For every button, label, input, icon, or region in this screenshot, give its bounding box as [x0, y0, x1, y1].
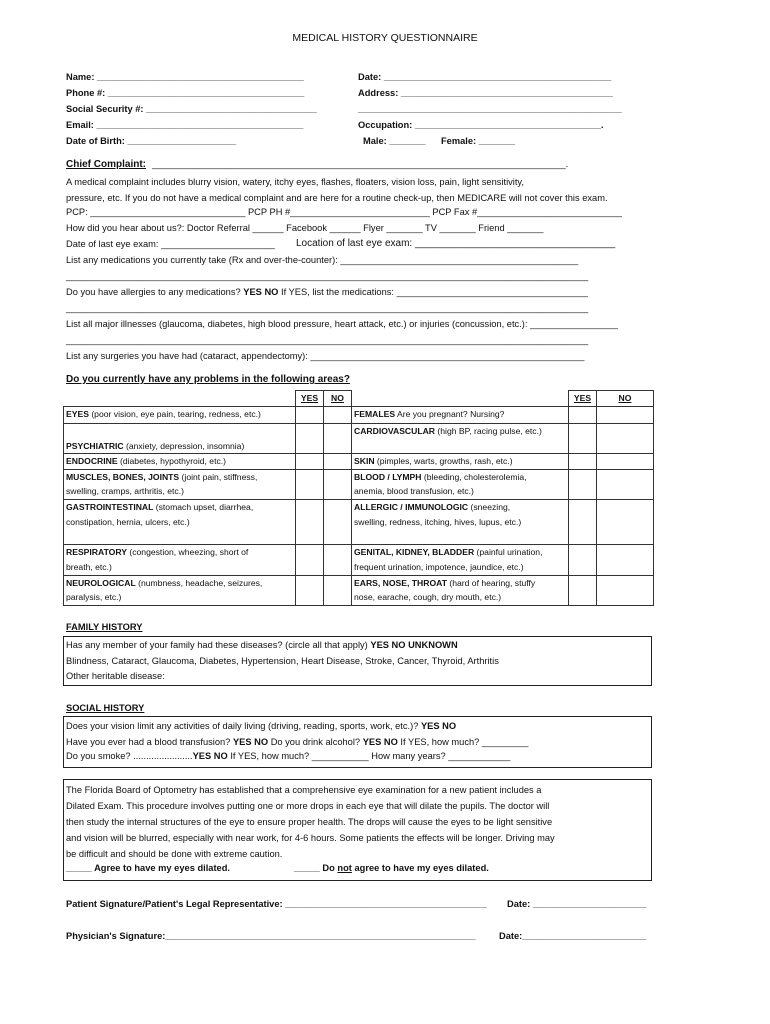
last-exam-location-field[interactable]: Location of last eye exam: ____________________________________: [296, 238, 616, 249]
allergic-yes-cell[interactable]: [569, 500, 597, 545]
females-yes-cell[interactable]: [569, 406, 597, 423]
blood-no-cell[interactable]: [597, 469, 654, 499]
problem-row-allergic: ALLERGIC / IMMUNOLOGIC (sneezing, swelling, redness, itching, hives, lupus, etc.): [352, 500, 569, 545]
eyes-no-cell[interactable]: [324, 406, 352, 423]
ent-no-cell[interactable]: [597, 575, 654, 605]
respiratory-no-cell[interactable]: [324, 545, 352, 575]
social-history-heading: SOCIAL HISTORY: [66, 703, 145, 713]
transfusion-yes-no[interactable]: YES NO: [232, 737, 269, 747]
neurological-no-cell[interactable]: [324, 575, 352, 605]
skin-no-cell[interactable]: [597, 454, 654, 470]
ent-yes-cell[interactable]: [569, 575, 597, 605]
medications-field[interactable]: List any medications you currently take (Rx and over-the-counter): ______________________________________________: [66, 255, 579, 265]
vision-limit-question[interactable]: [66, 721, 456, 731]
blood-yes-cell[interactable]: [569, 469, 597, 499]
not-emphasis: not: [337, 863, 352, 873]
address-line-2-field[interactable]: ___________________________________________________: [358, 104, 622, 114]
psychiatric-no-cell[interactable]: [324, 423, 352, 453]
cardiovascular-yes-cell[interactable]: [569, 423, 597, 453]
family-question-label: Has any member of your family had these diseases? (circle all that apply): [66, 640, 368, 650]
dilation-text-1: The Florida Board of Optometry has established that a comprehensive eye examination for a new patient includes a: [66, 785, 542, 795]
male-field[interactable]: Male: _______: [363, 136, 426, 146]
illnesses-field[interactable]: List all major illnesses (glaucoma, diabetes, high blood pressure, heart attack, etc.) or injuries (concussion, etc.): _________________: [66, 319, 618, 329]
problem-row-females: FEMALES Are you pregnant? Nursing?: [352, 406, 569, 423]
physician-signature-field[interactable]: Physician's Signature:____________________________________________________________: [66, 931, 476, 941]
dilation-text-4: and vision will be blurred, especially with near work, for 4-6 hours. Some patients the effects will be longer. Driving may: [66, 833, 555, 843]
genital-yes-cell[interactable]: [569, 545, 597, 575]
dilation-text-3: then study the internal structures of the eye to ensure proper health. The drops will cause the eyes to be light sensitive: [66, 817, 553, 827]
problem-row-ent: EARS, NOSE, THROAT (hard of hearing, stuffy nose, earache, cough, dry mouth, etc.): [352, 575, 569, 605]
chief-complaint-label: Chief Complaint:: [66, 159, 146, 170]
occupation-field[interactable]: Occupation: ____________________________________.: [358, 120, 604, 130]
alcohol-amount-field[interactable]: If YES, how much? _________: [400, 737, 529, 747]
genital-no-cell[interactable]: [597, 545, 654, 575]
illnesses-line-2[interactable]: _____________________________________________________________________________________________________: [66, 335, 589, 345]
problems-heading: Do you currently have any problems in the following areas?: [66, 374, 350, 385]
allergies-yes-no[interactable]: YES NO: [243, 287, 279, 297]
smoke-label: Do you smoke? .......................: [66, 751, 193, 761]
physician-signature-date-field[interactable]: Date:________________________: [499, 931, 647, 941]
ssn-field[interactable]: Social Security #: _________________________________: [66, 104, 317, 114]
vision-limit-label: Does your vision limit any activities of daily living (driving, reading, sports, work, etc.)?: [66, 721, 419, 731]
dilation-text-5: be difficult and should be done with extreme caution.: [66, 849, 283, 859]
last-exam-date-field[interactable]: Date of last eye exam: ______________________: [66, 239, 275, 249]
medications-line-2[interactable]: _____________________________________________________________________________________________________: [66, 271, 589, 281]
vision-limit-yes-no[interactable]: YES NO: [420, 721, 457, 731]
endocrine-no-cell[interactable]: [324, 454, 352, 470]
family-disease-list[interactable]: Blindness, Cataract, Glaucoma, Diabetes, Hypertension, Heart Disease, Stroke, Cancer, Thyroid, Arthritis: [66, 656, 499, 666]
alcohol-yes-no[interactable]: YES NO: [362, 737, 398, 747]
smoke-yes-no[interactable]: YES NO: [192, 751, 228, 761]
yes-column-header-left: YES: [296, 391, 324, 407]
yes-column-header-right: YES: [569, 391, 597, 407]
problem-row-muscles: MUSCLES, BONES, JOINTS (joint pain, stiffness, swelling, cramps, arthritis, etc.): [64, 469, 296, 499]
problems-table: [63, 390, 653, 606]
problem-row-endocrine: ENDOCRINE (diabetes, hypothyroid, etc.): [64, 454, 296, 470]
eyes-yes-cell[interactable]: [296, 406, 324, 423]
female-field[interactable]: Female: _______: [441, 136, 515, 146]
endocrine-yes-cell[interactable]: [296, 454, 324, 470]
family-history-heading: FAMILY HISTORY: [66, 622, 143, 632]
surgeries-field[interactable]: List any surgeries you have had (cataract, appendectomy): _____________________________________________________: [66, 351, 585, 361]
agree-dilation-field[interactable]: _____ Agree to have my eyes dilated.: [66, 863, 230, 873]
family-yes-no-unknown[interactable]: YES NO UNKNOWN: [370, 640, 458, 650]
referral-field[interactable]: How did you hear about us?: Doctor Referral ______ Facebook ______ Flyer _______ TV _______ Friend _______: [66, 223, 544, 233]
smoke-amount-field[interactable]: If YES, how much? ___________ How many years? ____________: [230, 751, 511, 761]
chief-complaint-line[interactable]: ________________________________________________________________________________.: [152, 159, 569, 169]
problem-row-genital: GENITAL, KIDNEY, BLADDER (painful urination, frequent urination, impotence, jaundice, etc.): [352, 545, 569, 575]
smoke-row[interactable]: [66, 751, 510, 761]
dob-field[interactable]: Date of Birth: _____________________: [66, 136, 237, 146]
family-history-question[interactable]: [66, 640, 458, 650]
pcp-field[interactable]: PCP: ______________________________ PCP PH #___________________________ PCP Fax #____________________________: [66, 207, 622, 217]
phone-field[interactable]: Phone #: ______________________________________: [66, 88, 305, 98]
other-heritable-disease-field[interactable]: Other heritable disease:: [66, 671, 165, 681]
allergies-label: Do you have allergies to any medications?: [66, 287, 241, 297]
alcohol-label: Do you drink alcohol?: [270, 737, 361, 747]
problem-row-eyes: EYES (poor vision, eye pain, tearing, redness, etc.): [64, 406, 296, 423]
problem-row-gastrointestinal: GASTROINTESTINAL (stomach upset, diarrhea, constipation, hernia, ulcers, etc.): [64, 500, 296, 545]
gastrointestinal-no-cell[interactable]: [324, 500, 352, 545]
patient-signature-date-field[interactable]: Date: ______________________: [507, 899, 647, 909]
page-title: MEDICAL HISTORY QUESTIONNAIRE: [292, 32, 478, 44]
neurological-yes-cell[interactable]: [296, 575, 324, 605]
email-field[interactable]: Email: ________________________________________: [66, 120, 304, 130]
allergies-question[interactable]: [66, 287, 588, 297]
date-field[interactable]: Date: ____________________________________________: [358, 72, 612, 82]
transfusion-label: Have you ever had a blood transfusion?: [66, 737, 231, 747]
muscles-no-cell[interactable]: [324, 469, 352, 499]
problem-row-skin: SKIN (pimples, warts, growths, rash, etc.): [352, 454, 569, 470]
allergies-line-2[interactable]: _____________________________________________________________________________________________________: [66, 303, 589, 313]
gastrointestinal-yes-cell[interactable]: [296, 500, 324, 545]
complaint-note-2: pressure, etc. If you do not have a medical complaint and are here for a routine check-up, then MEDICARE will not cover this exam.: [66, 193, 608, 203]
problem-row-psychiatric: PSYCHIATRIC (anxiety, depression, insomnia): [64, 423, 296, 453]
patient-signature-field[interactable]: Patient Signature/Patient's Legal Representative: _______________________________________: [66, 899, 487, 909]
transfusion-alcohol-row[interactable]: [66, 737, 528, 747]
muscles-yes-cell[interactable]: [296, 469, 324, 499]
name-field[interactable]: Name: ________________________________________: [66, 72, 304, 82]
problem-row-cardiovascular: CARDIOVASCULAR (high BP, racing pulse, etc.): [352, 423, 569, 453]
cardiovascular-no-cell[interactable]: [597, 423, 654, 453]
respiratory-yes-cell[interactable]: [296, 545, 324, 575]
address-field[interactable]: Address: _________________________________________: [358, 88, 613, 98]
problem-row-neurological: NEUROLOGICAL (numbness, headache, seizures, paralysis, etc.): [64, 575, 296, 605]
problem-row-blood: BLOOD / LYMPH (bleeding, cholesterolemia, anemia, blood transfusion, etc.): [352, 469, 569, 499]
allergies-list-field[interactable]: If YES, list the medications: _____________________________________: [281, 287, 588, 297]
psychiatric-yes-cell[interactable]: [296, 423, 324, 453]
allergic-no-cell[interactable]: [597, 500, 654, 545]
problem-row-respiratory: RESPIRATORY (congestion, wheezing, short of breath, etc.): [64, 545, 296, 575]
skin-yes-cell[interactable]: [569, 454, 597, 470]
disagree-dilation-field[interactable]: _____ Do not agree to have my eyes dilated.: [294, 863, 489, 873]
dilation-text-2: Dilated Exam. This procedure involves putting one or more drops in each eye that will dilate the pupils. The doctor will: [66, 801, 550, 811]
females-no-cell[interactable]: [597, 406, 654, 423]
complaint-note-1: A medical complaint includes blurry vision, watery, itchy eyes, flashes, floaters, vision loss, pain, light sensitivity,: [66, 177, 524, 187]
no-column-header-right: NO: [597, 391, 654, 407]
no-column-header-left: NO: [324, 391, 352, 407]
